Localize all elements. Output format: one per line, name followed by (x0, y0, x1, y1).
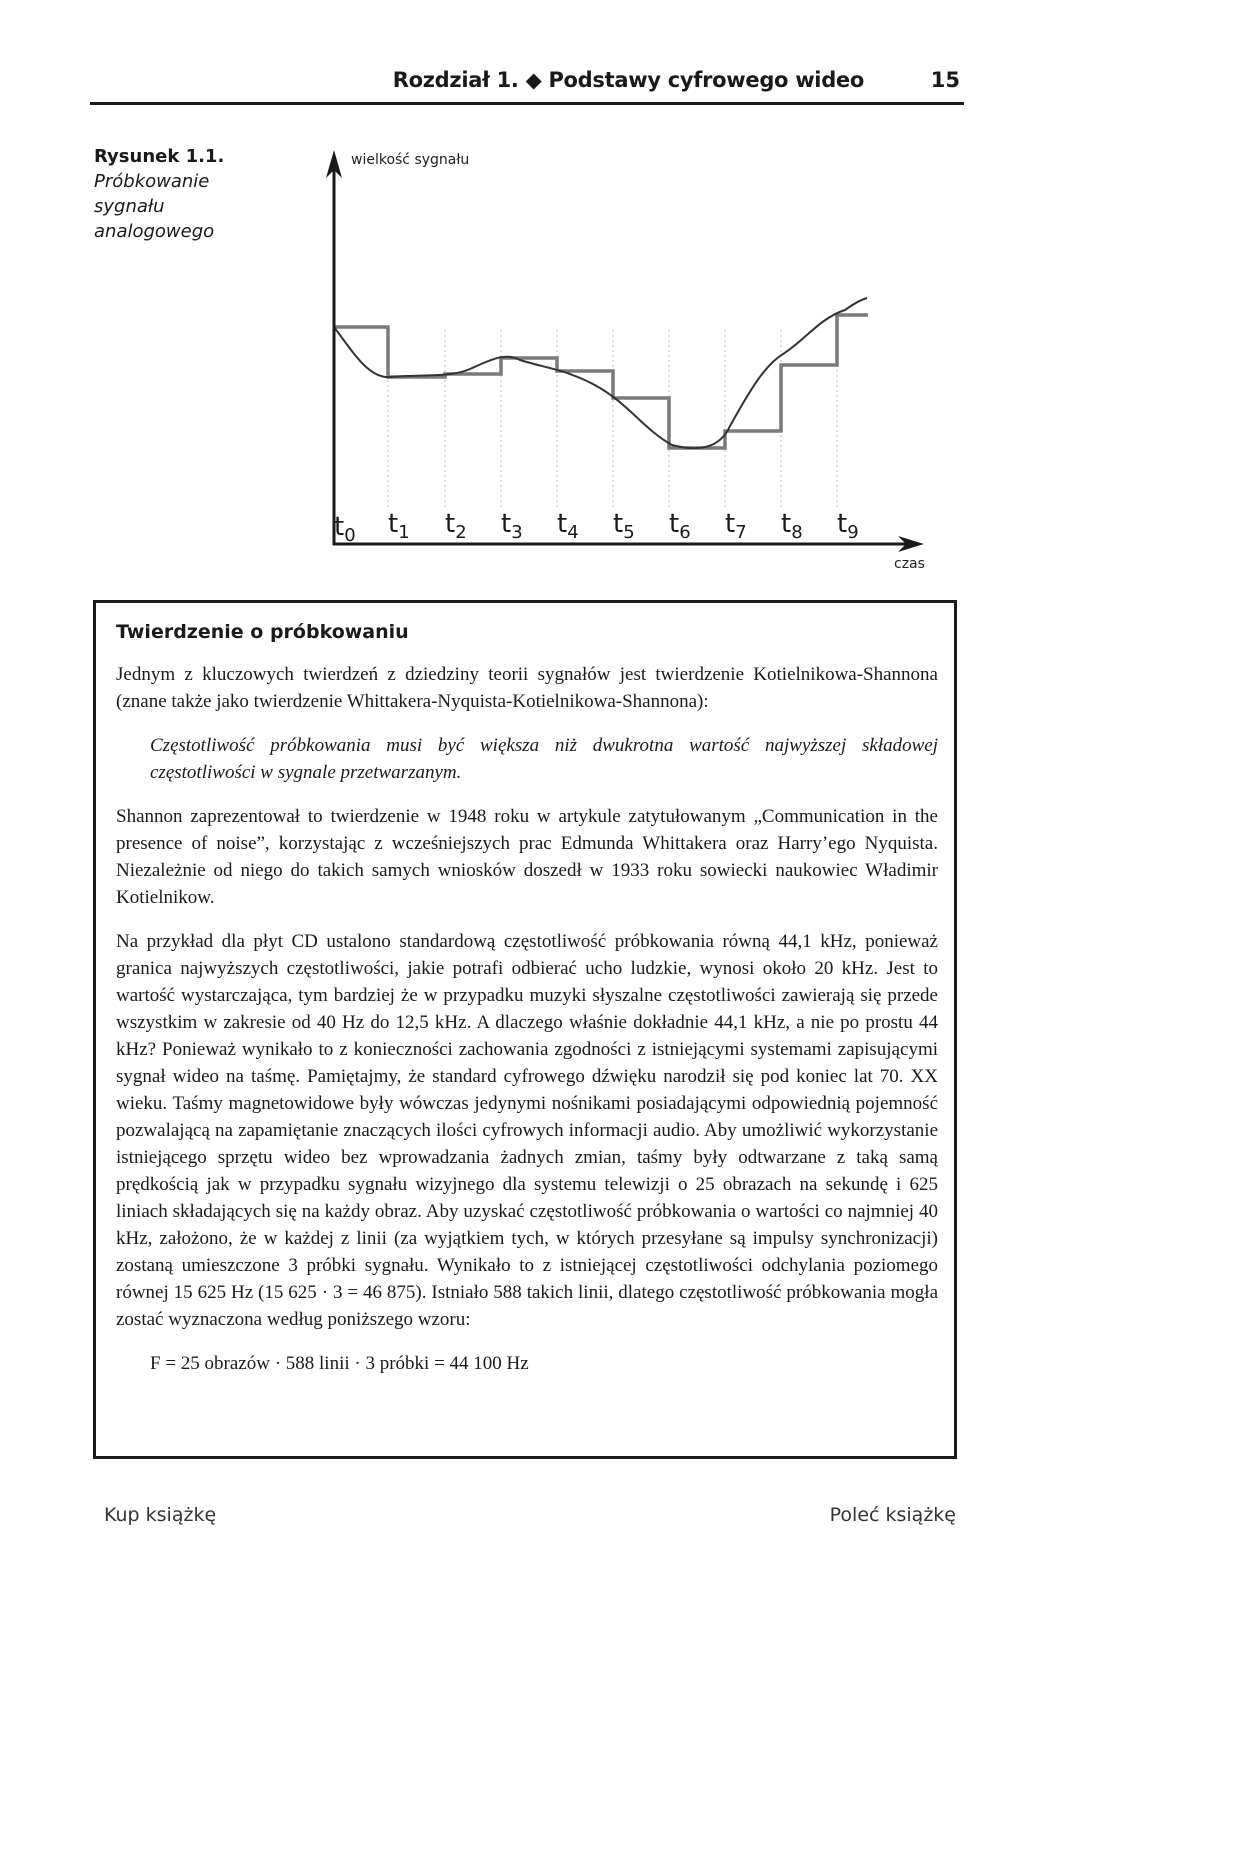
tick-label-t7: $t_7$ (725, 509, 747, 543)
box-title: Twierdzenie o próbkowaniu (116, 621, 409, 643)
recommend-book-link[interactable]: Poleć książkę (829, 1504, 956, 1526)
tick-labels (334, 509, 859, 546)
tick-label-t0: $t_0$ (334, 512, 356, 546)
sampled-step-line (334, 315, 868, 448)
sampling-figure (300, 140, 960, 580)
figure-number: Rysunek 1.1. (94, 146, 225, 167)
sampling-diagram (300, 140, 960, 580)
theorem-box (93, 600, 957, 1459)
paragraph: Shannon zaprezentował to twierdzenie w 1948 roku w artykule zatytułowanym „Communication in the presence of noise”, korzystając z wcześniejszych prac Edmunda Whittakera oraz Harry’ego Nyquista. Niezależnie od niego do takich samych wniosków doszedł w 1933 roku sowiecki naukowiec Władimir Kotielnikow. (116, 806, 938, 908)
page-header (90, 66, 964, 105)
tick-label-t5: $t_5$ (613, 509, 635, 543)
tick-label-t3: $t_3$ (501, 509, 523, 543)
chapter-title: Rozdział 1. ◆ Podstawy cyfrowego wideo (392, 68, 864, 92)
tick-label-t9: $t_9$ (837, 509, 859, 543)
tick-guides (388, 330, 837, 510)
figure-caption (94, 144, 254, 244)
tick-label-t8: $t_8$ (781, 509, 803, 543)
theorem-quote: Częstotliwość próbkowania musi być większa niż dwukrotna wartość najwyższej składowej częstotliwości w sygnale przetwarzanym. (150, 735, 938, 783)
formula: F = 25 obrazów · 588 linii · 3 próbki = 44 100 Hz (150, 1353, 529, 1374)
tick-label-t1: $t_1$ (388, 509, 410, 543)
analog-signal-curve (334, 298, 867, 448)
tick-label-t6: $t_6$ (669, 509, 691, 543)
tick-label-t4: $t_4$ (557, 509, 579, 543)
box-body (116, 661, 938, 1394)
x-axis-label: czas (894, 556, 925, 572)
figure-title: Próbkowanie sygnału analogowego (94, 171, 215, 242)
buy-book-link[interactable]: Kup książkę (104, 1504, 217, 1526)
paragraph: Jednym z kluczowych twierdzeń z dziedziny teorii sygnałów jest twierdzenie Kotielnikowa-Shannona (znane także jako twierdzenie Whittakera-Nyquista-Kotielnikowa-Shannona): (116, 664, 938, 712)
page-number: 15 (930, 68, 960, 92)
y-axis-label: wielkość sygnału (351, 152, 470, 168)
tick-label-t2: $t_2$ (445, 509, 467, 543)
paragraph: Na przykład dla płyt CD ustalono standardową częstotliwość próbkowania równą 44,1 kHz, ponieważ granica najwyższych częstotliwości, jakie potrafi odbierać ucho ludzkie, wynosi około 20 kHz. Jest to wartość wystarczająca, tym bardziej że w przypadku muzyki słyszalne częstotliwości zawierają się przede wszystkim w zakresie od 40 Hz do 12,5 kHz. A dlaczego właśnie dokładnie 44,1 kHz, a nie po prostu 44 kHz? Ponieważ wynikało to z konieczności zachowania zgodności z istniejącymi systemami zapisującymi sygnał wideo na taśmę. Pamiętajmy, że standard cyfrowego dźwięku narodził się pod koniec lat 70. XX wieku. Taśmy magnetowidowe były wówczas jedynymi nośnikami posiadającymi odpowiednią pojemność pozwalającą na zapamiętanie znaczących ilości cyfrowych informacji audio. Aby umożliwić wykorzystanie istniejącego sprzętu wideo bez wprowadzania żadnych zmian, taśmy były odtwarzane z taką samą prędkością jak w przypadku sygnału wizyjnego dla systemu telewizji o 25 obrazach na sekundę i 625 liniach składających się na każdy obraz. Aby uzyskać częstotliwość próbkowania o wartości co najmniej 40 kHz, założono, że w każdej z linii (za wyjątkiem tych, w których przesyłane są impulsy synchronizacji) zostaną umieszczone 3 próbki sygnału. Wynikało to z istniejącej częstotliwości odchylania poziomego równej 15 625 Hz (15 625 · 3 = 46 875). Istniało 588 takich linii, dlatego częstotliwość próbkowania mogła zostać wyznaczona według poniższego wzoru: (116, 931, 938, 1330)
